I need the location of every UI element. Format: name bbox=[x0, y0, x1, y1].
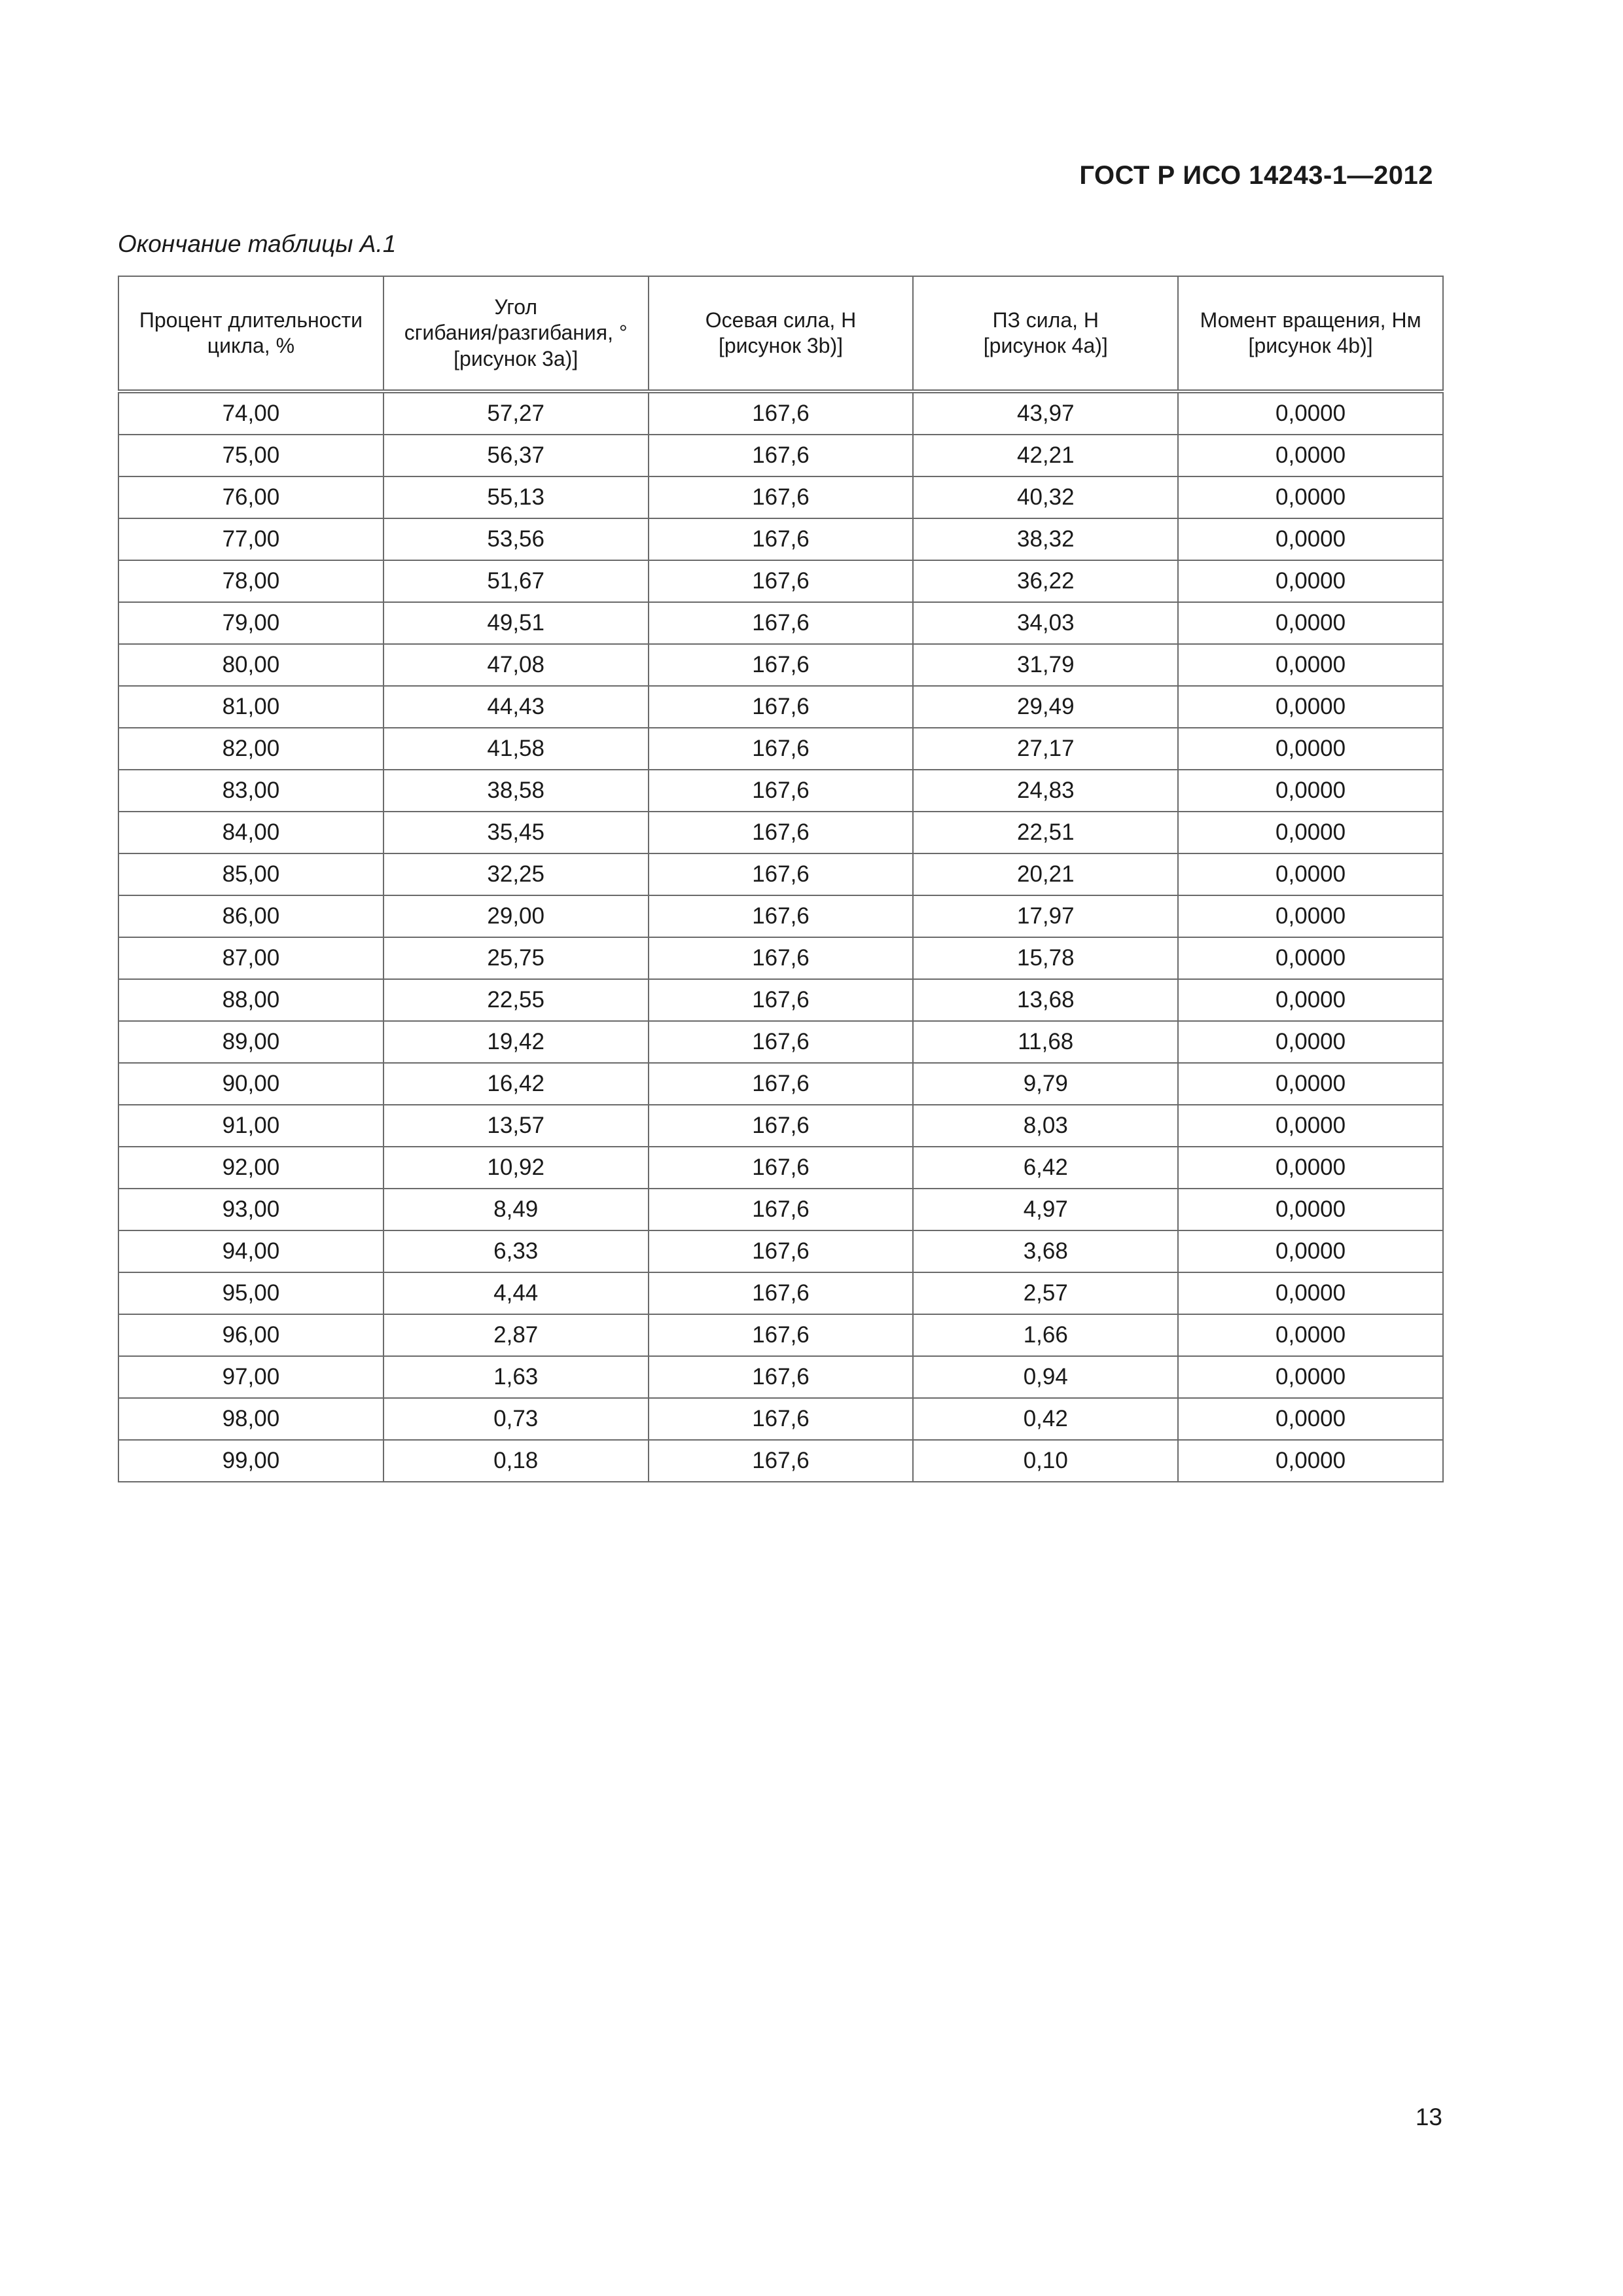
table-cell: 0,94 bbox=[913, 1356, 1178, 1398]
table-cell: 0,0000 bbox=[1178, 476, 1443, 518]
table-cell: 167,6 bbox=[649, 1440, 914, 1482]
table-row bbox=[118, 812, 1443, 853]
table-cell: 93,00 bbox=[118, 1189, 383, 1230]
table-row bbox=[118, 1272, 1443, 1314]
table-cell: 96,00 bbox=[118, 1314, 383, 1356]
table-cell: 0,0000 bbox=[1178, 1105, 1443, 1147]
table-cell: 13,68 bbox=[913, 979, 1178, 1021]
column-header-line: Осевая сила, Н bbox=[705, 308, 857, 332]
table-cell: 75,00 bbox=[118, 435, 383, 476]
table-cell: 80,00 bbox=[118, 644, 383, 686]
column-header bbox=[649, 276, 914, 391]
table-cell: 167,6 bbox=[649, 476, 914, 518]
table-cell: 167,6 bbox=[649, 1147, 914, 1189]
table-cell: 0,0000 bbox=[1178, 518, 1443, 560]
table-cell: 82,00 bbox=[118, 728, 383, 770]
table-cell: 88,00 bbox=[118, 979, 383, 1021]
table-cell: 167,6 bbox=[649, 979, 914, 1021]
table-cell: 0,0000 bbox=[1178, 1272, 1443, 1314]
table-row bbox=[118, 391, 1443, 435]
table-row bbox=[118, 518, 1443, 560]
table-cell: 44,43 bbox=[383, 686, 649, 728]
table-row bbox=[118, 476, 1443, 518]
table-cell: 167,6 bbox=[649, 644, 914, 686]
table-cell: 2,87 bbox=[383, 1314, 649, 1356]
column-header-line: [рисунок 3b)] bbox=[718, 334, 844, 357]
table-cell: 57,27 bbox=[383, 391, 649, 435]
table-cell: 3,68 bbox=[913, 1230, 1178, 1272]
table-cell: 6,33 bbox=[383, 1230, 649, 1272]
table-cell: 85,00 bbox=[118, 853, 383, 895]
table-cell: 167,6 bbox=[649, 937, 914, 979]
column-header bbox=[913, 276, 1178, 391]
table-cell: 41,58 bbox=[383, 728, 649, 770]
table-cell: 0,0000 bbox=[1178, 560, 1443, 602]
table-cell: 167,6 bbox=[649, 1356, 914, 1398]
table-cell: 22,55 bbox=[383, 979, 649, 1021]
table-cell: 32,25 bbox=[383, 853, 649, 895]
table-cell: 0,0000 bbox=[1178, 435, 1443, 476]
column-header-line: ПЗ сила, Н bbox=[992, 308, 1099, 332]
table-cell: 79,00 bbox=[118, 602, 383, 644]
table-cell: 22,51 bbox=[913, 812, 1178, 853]
table-cell: 167,6 bbox=[649, 1105, 914, 1147]
table-cell: 94,00 bbox=[118, 1230, 383, 1272]
table-cell: 4,44 bbox=[383, 1272, 649, 1314]
table-cell: 56,37 bbox=[383, 435, 649, 476]
table-cell: 8,03 bbox=[913, 1105, 1178, 1147]
table-cell: 17,97 bbox=[913, 895, 1178, 937]
table-cell: 42,21 bbox=[913, 435, 1178, 476]
table-cell: 19,42 bbox=[383, 1021, 649, 1063]
table-cell: 99,00 bbox=[118, 1440, 383, 1482]
table-cell: 91,00 bbox=[118, 1105, 383, 1147]
table-cell: 90,00 bbox=[118, 1063, 383, 1105]
table-cell: 167,6 bbox=[649, 895, 914, 937]
table-body bbox=[118, 391, 1443, 1482]
table-cell: 49,51 bbox=[383, 602, 649, 644]
table-cell: 167,6 bbox=[649, 435, 914, 476]
table-cell: 15,78 bbox=[913, 937, 1178, 979]
table-cell: 92,00 bbox=[118, 1147, 383, 1189]
table-cell: 95,00 bbox=[118, 1272, 383, 1314]
table-cell: 1,66 bbox=[913, 1314, 1178, 1356]
table-cell: 0,10 bbox=[913, 1440, 1178, 1482]
table-cell: 0,0000 bbox=[1178, 1440, 1443, 1482]
table-cell: 47,08 bbox=[383, 644, 649, 686]
column-header-line: Процент длительности bbox=[139, 308, 363, 332]
table-cell: 167,6 bbox=[649, 1314, 914, 1356]
table-cell: 8,49 bbox=[383, 1189, 649, 1230]
column-header bbox=[1178, 276, 1443, 391]
table-cell: 74,00 bbox=[118, 391, 383, 435]
column-header-line: [рисунок 3а)] bbox=[454, 346, 579, 370]
table-cell: 0,73 bbox=[383, 1398, 649, 1440]
table-cell: 53,56 bbox=[383, 518, 649, 560]
table-cell: 1,63 bbox=[383, 1356, 649, 1398]
table-cell: 13,57 bbox=[383, 1105, 649, 1147]
table-row bbox=[118, 1021, 1443, 1063]
table-cell: 55,13 bbox=[383, 476, 649, 518]
table-cell: 0,42 bbox=[913, 1398, 1178, 1440]
table-cell: 89,00 bbox=[118, 1021, 383, 1063]
document-code: ГОСТ Р ИСО 14243-1—2012 bbox=[1079, 161, 1433, 190]
table-cell: 34,03 bbox=[913, 602, 1178, 644]
table-cell: 77,00 bbox=[118, 518, 383, 560]
table-cell: 0,0000 bbox=[1178, 1021, 1443, 1063]
table-cell: 0,0000 bbox=[1178, 728, 1443, 770]
table-cell: 0,0000 bbox=[1178, 770, 1443, 812]
table-cell: 167,6 bbox=[649, 853, 914, 895]
table-cell: 97,00 bbox=[118, 1356, 383, 1398]
table-row bbox=[118, 937, 1443, 979]
table-row bbox=[118, 644, 1443, 686]
table-cell: 0,0000 bbox=[1178, 1398, 1443, 1440]
table-row bbox=[118, 728, 1443, 770]
table-cell: 20,21 bbox=[913, 853, 1178, 895]
table-cell: 167,6 bbox=[649, 686, 914, 728]
table-cell: 167,6 bbox=[649, 560, 914, 602]
table-cell: 0,0000 bbox=[1178, 1356, 1443, 1398]
page-number: 13 bbox=[1415, 2104, 1442, 2130]
table-cell: 38,58 bbox=[383, 770, 649, 812]
column-header-line: сгибания/разгибания, ° bbox=[404, 321, 628, 345]
table-cell: 98,00 bbox=[118, 1398, 383, 1440]
table-cell: 0,0000 bbox=[1178, 1063, 1443, 1105]
table-cell: 29,00 bbox=[383, 895, 649, 937]
table-cell: 43,97 bbox=[913, 391, 1178, 435]
table-cell: 35,45 bbox=[383, 812, 649, 853]
table-cell: 167,6 bbox=[649, 770, 914, 812]
table-cell: 167,6 bbox=[649, 1021, 914, 1063]
table-cell: 84,00 bbox=[118, 812, 383, 853]
table-cell: 31,79 bbox=[913, 644, 1178, 686]
table-row bbox=[118, 1063, 1443, 1105]
table-cell: 27,17 bbox=[913, 728, 1178, 770]
table-row bbox=[118, 853, 1443, 895]
table-cell: 0,18 bbox=[383, 1440, 649, 1482]
table-cell: 4,97 bbox=[913, 1189, 1178, 1230]
table-cell: 83,00 bbox=[118, 770, 383, 812]
data-table bbox=[118, 276, 1444, 1482]
table-cell: 6,42 bbox=[913, 1147, 1178, 1189]
table-row bbox=[118, 979, 1443, 1021]
table-cell: 167,6 bbox=[649, 602, 914, 644]
table-cell: 16,42 bbox=[383, 1063, 649, 1105]
table-cell: 0,0000 bbox=[1178, 812, 1443, 853]
table-cell: 11,68 bbox=[913, 1021, 1178, 1063]
table-cell: 0,0000 bbox=[1178, 853, 1443, 895]
table-cell: 167,6 bbox=[649, 391, 914, 435]
table-cell: 167,6 bbox=[649, 1063, 914, 1105]
table-row bbox=[118, 1189, 1443, 1230]
table-cell: 0,0000 bbox=[1178, 686, 1443, 728]
table-cell: 0,0000 bbox=[1178, 644, 1443, 686]
table-cell: 0,0000 bbox=[1178, 979, 1443, 1021]
table-row bbox=[118, 895, 1443, 937]
table-cell: 0,0000 bbox=[1178, 602, 1443, 644]
table-cell: 51,67 bbox=[383, 560, 649, 602]
table-row bbox=[118, 602, 1443, 644]
table-row bbox=[118, 1440, 1443, 1482]
table-row bbox=[118, 686, 1443, 728]
table-cell: 167,6 bbox=[649, 1398, 914, 1440]
table-row bbox=[118, 1230, 1443, 1272]
table-cell: 0,0000 bbox=[1178, 391, 1443, 435]
table-row bbox=[118, 1105, 1443, 1147]
table-header-row bbox=[118, 276, 1443, 391]
table-cell: 0,0000 bbox=[1178, 1230, 1443, 1272]
table-cell: 0,0000 bbox=[1178, 937, 1443, 979]
column-header-line: [рисунок 4а)] bbox=[983, 334, 1108, 357]
table-row bbox=[118, 1147, 1443, 1189]
table-cell: 86,00 bbox=[118, 895, 383, 937]
table-cell: 36,22 bbox=[913, 560, 1178, 602]
table-cell: 0,0000 bbox=[1178, 1147, 1443, 1189]
table-cell: 167,6 bbox=[649, 1189, 914, 1230]
table-caption: Окончание таблицы А.1 bbox=[118, 230, 397, 257]
table-cell: 38,32 bbox=[913, 518, 1178, 560]
table-cell: 9,79 bbox=[913, 1063, 1178, 1105]
column-header-line: [рисунок 4b)] bbox=[1248, 334, 1373, 357]
table-cell: 167,6 bbox=[649, 728, 914, 770]
table-cell: 2,57 bbox=[913, 1272, 1178, 1314]
column-header bbox=[118, 276, 383, 391]
column-header-line: цикла, % bbox=[207, 334, 295, 357]
column-header bbox=[383, 276, 649, 391]
table-cell: 87,00 bbox=[118, 937, 383, 979]
table-cell: 76,00 bbox=[118, 476, 383, 518]
table-row bbox=[118, 1314, 1443, 1356]
table-cell: 10,92 bbox=[383, 1147, 649, 1189]
table-header bbox=[118, 276, 1443, 391]
column-header-line: Угол bbox=[494, 295, 537, 319]
table-cell: 78,00 bbox=[118, 560, 383, 602]
table-cell: 24,83 bbox=[913, 770, 1178, 812]
table-cell: 167,6 bbox=[649, 518, 914, 560]
table-cell: 0,0000 bbox=[1178, 1314, 1443, 1356]
table-cell: 167,6 bbox=[649, 812, 914, 853]
table-row bbox=[118, 435, 1443, 476]
table-row bbox=[118, 1398, 1443, 1440]
table-row bbox=[118, 1356, 1443, 1398]
table-cell: 25,75 bbox=[383, 937, 649, 979]
table-row bbox=[118, 560, 1443, 602]
table-cell: 167,6 bbox=[649, 1230, 914, 1272]
table-cell: 81,00 bbox=[118, 686, 383, 728]
column-header-line: Момент вращения, Нм bbox=[1200, 308, 1421, 332]
table-cell: 167,6 bbox=[649, 1272, 914, 1314]
table-row bbox=[118, 770, 1443, 812]
table-cell: 29,49 bbox=[913, 686, 1178, 728]
table-cell: 40,32 bbox=[913, 476, 1178, 518]
table-cell: 0,0000 bbox=[1178, 895, 1443, 937]
table-cell: 0,0000 bbox=[1178, 1189, 1443, 1230]
